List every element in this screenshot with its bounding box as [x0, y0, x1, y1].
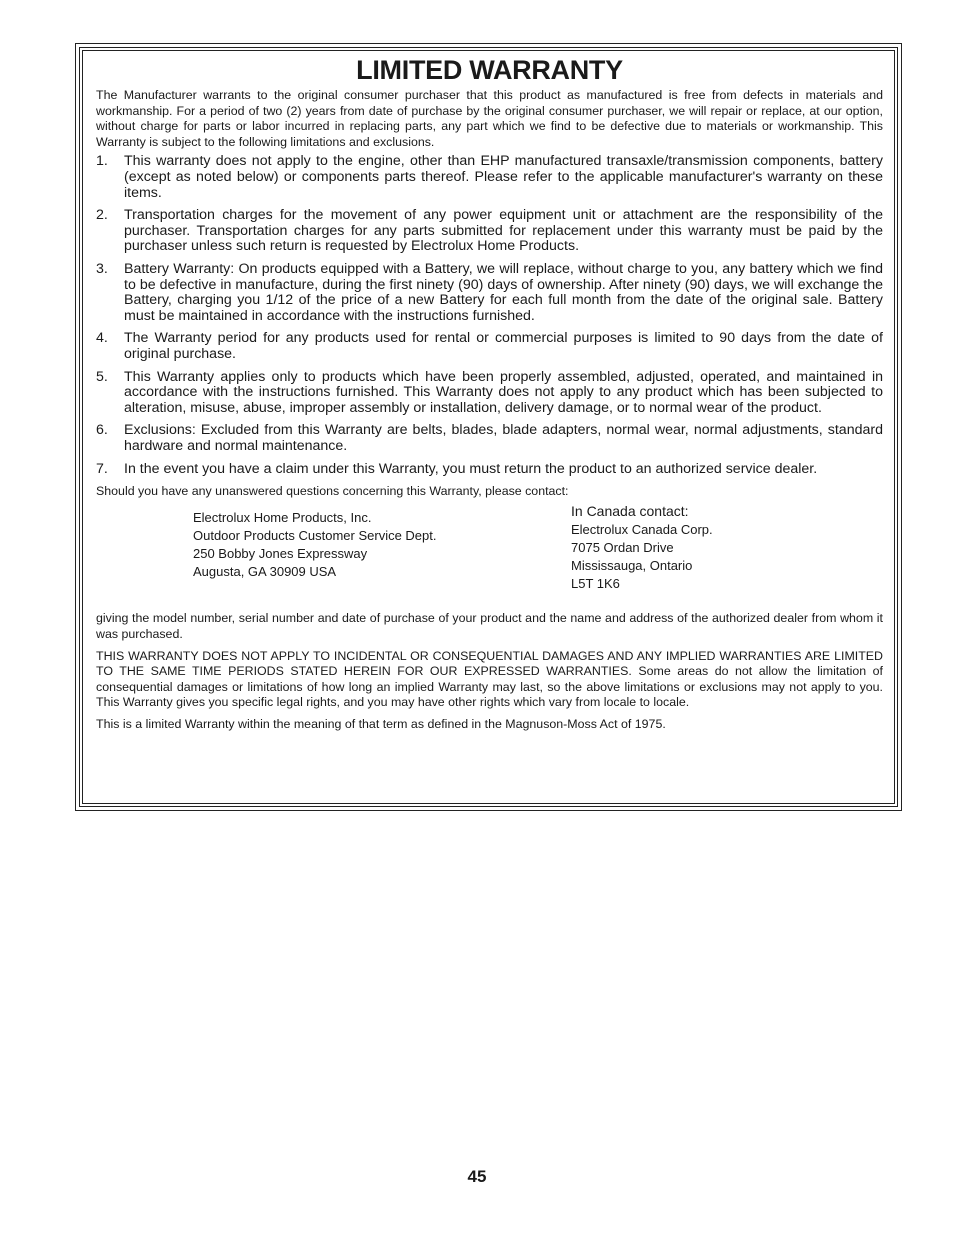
item-number: 2. — [96, 206, 108, 223]
canada-address-line: 7075 Ordan Drive — [571, 540, 674, 556]
list-item — [96, 423, 883, 455]
item-text: Transportation charges for the movement of any power equipment unit or attachment are the responsibility of the purchaser. Transportation charges for any parts submitted for replacement under this warranty must be paid by the purchaser unless such return is requested by Electrolux Home Products. — [124, 206, 883, 255]
item-text: Battery Warranty: On products equipped with a Battery, we will replace, without charge to you, any battery which we find to be defective in manufacture, during the first ninety (90) days of ownership. After ninety (90) days, we will exchange the Battery, charging you 1/12 of the price of a new Battery for each full month from the date of the original sale. Battery must be maintained in accordance with the instructions furnished. — [124, 260, 883, 325]
canada-address-line: Electrolux Canada Corp. — [571, 522, 713, 538]
disclaimer-paragraph: THIS WARRANTY DOES NOT APPLY TO INCIDENTAL OR CONSEQUENTIAL DAMAGES AND ANY IMPLIED WARRANTIES ARE LIMITED TO THE SAME TIME PERIODS STATED HEREIN FOR OUR EXPRESSED WARRANTIES. Some areas do not allow the limitation of consequential damages or limitations of how long an implied Warranty may last, so the above limitations or exclusions may not apply to you. This Warranty gives you specific legal rights, and you may have other rights which vary from locale to locale. — [96, 648, 883, 710]
us-address-line: 250 Bobby Jones Expressway — [193, 546, 368, 562]
item-text: In the event you have a claim under this Warranty, you must return the product to an authorized service dealer. — [124, 460, 818, 477]
canada-contact-heading: In Canada contact: — [571, 503, 689, 520]
intro-paragraph: The Manufacturer warrants to the original consumer purchaser that this product as manufactured is free from defects in materials and workmanship. For a period of two (2) years from date of purchase by the original consumer purchaser, we will repair or replace, at our option, without charge for parts or labor incurred in replacing parts, any part which we find to be defective due to materials or workmanship. This Warranty is subject to the following limitations and exclusions. — [96, 88, 883, 149]
item-text: The Warranty period for any products used for rental or commercial purposes is limited to 90 days from the date of original purchase. — [124, 330, 883, 363]
warranty-content — [96, 54, 883, 739]
us-address — [193, 509, 437, 581]
us-address-line: Electrolux Home Products, Inc. — [193, 510, 372, 526]
page-number: 45 — [467, 1167, 487, 1186]
canada-address-line: Mississauga, Ontario — [571, 558, 693, 574]
list-item — [96, 262, 883, 325]
item-number: 7. — [96, 460, 108, 477]
list-item — [96, 208, 883, 255]
list-item — [96, 462, 883, 478]
item-number: 3. — [96, 260, 108, 277]
item-number: 1. — [96, 153, 108, 169]
list-item — [96, 154, 883, 201]
us-address-line: Outdoor Products Customer Service Dept. — [193, 528, 437, 544]
item-text: This warranty does not apply to the engine, other than EHP manufactured transaxle/transmission components, battery (except as noted below) or components parts thereof. Please refer to the applicable manufacturer's warranty on these items. — [124, 153, 883, 201]
item-text: This Warranty applies only to products which have been properly assembled, adjusted, operated, and maintained in accordance with the instructions furnished. This Warranty does not apply to any product which has been subjected to alteration, misuse, abuse, improper assembly or installation, delivery damage, or to normal wear of the product. — [124, 368, 883, 417]
us-address-line: Augusta, GA 30909 USA — [193, 564, 337, 580]
limitations-list — [96, 154, 883, 477]
contact-intro: Should you have any unanswered questions concerning this Warranty, please contact: — [96, 483, 569, 498]
list-item — [96, 370, 883, 417]
item-text: Exclusions: Excluded from this Warranty are belts, blades, blade adapters, normal wear, normal adjustments, standard hardware and normal maintenance. — [124, 422, 883, 455]
item-number: 4. — [96, 330, 108, 347]
list-item — [96, 331, 883, 363]
addresses — [96, 499, 883, 611]
item-number: 5. — [96, 368, 108, 385]
after-contact-paragraph: giving the model number, serial number and date of purchase of your product and the name and address of the authorized dealer from whom it was purchased. — [96, 611, 883, 641]
item-number: 6. — [96, 422, 108, 439]
canada-address — [571, 502, 713, 593]
canada-address-line: L5T 1K6 — [571, 576, 620, 592]
closing-paragraph: This is a limited Warranty within the meaning of that term as defined in the Magnuson-Moss Act of 1975. — [96, 716, 666, 731]
page-title: LIMITED WARRANTY — [356, 55, 623, 85]
